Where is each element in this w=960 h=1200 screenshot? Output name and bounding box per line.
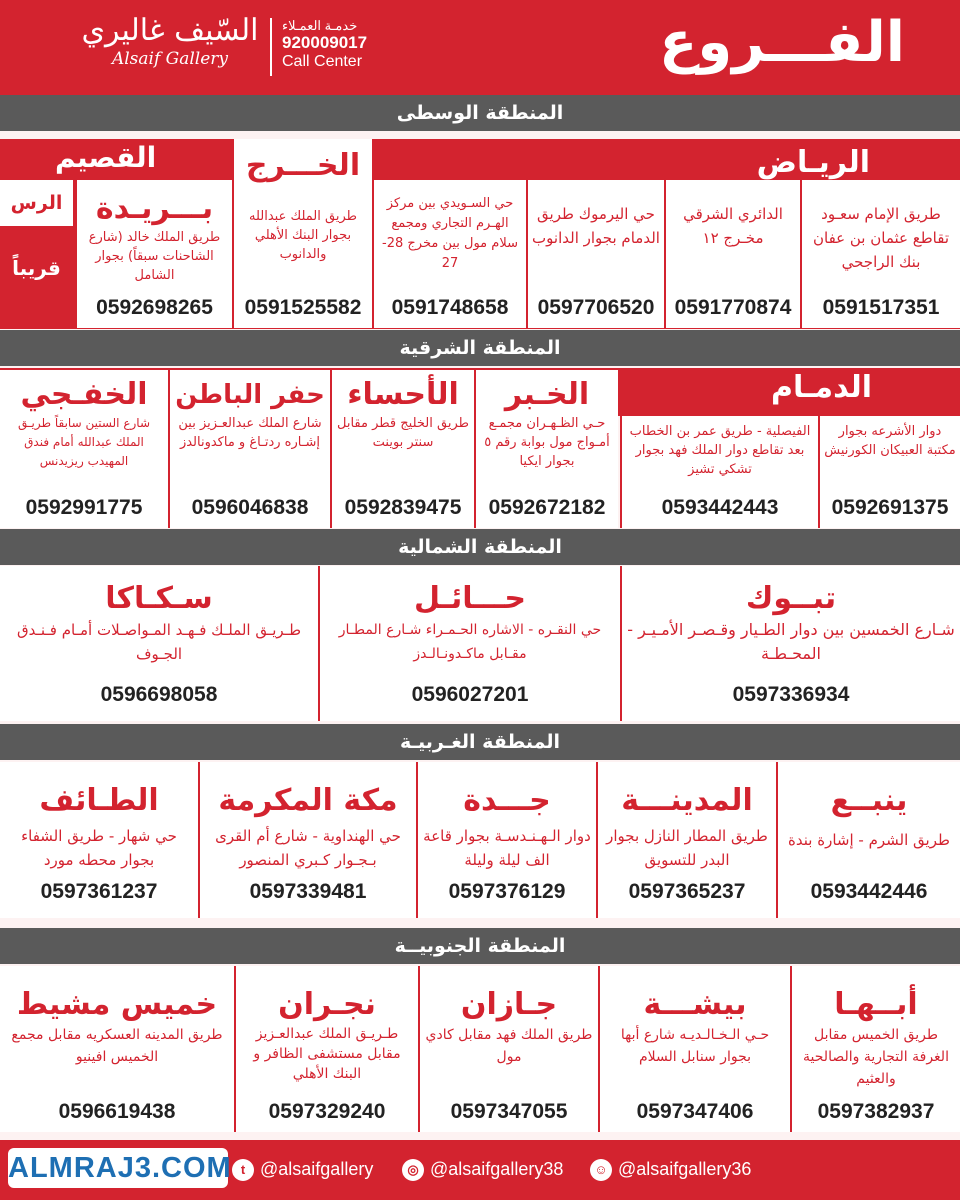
branch-address: طـريـق الملـك فـهـد المـواصـلات أمـام فـنـدق الجـوف xyxy=(16,621,302,663)
branch-hail xyxy=(318,566,620,721)
call-center-en: Call Center xyxy=(282,53,363,70)
section-title-southern: المنطقة الجنوبيــة xyxy=(0,928,960,964)
branch-city: بـــريـدة xyxy=(95,191,214,226)
branch-yanbu xyxy=(776,762,960,918)
logo-english: Alsaif Gallery xyxy=(111,49,229,69)
branch-address: الفيصلية - طريق عمر بن الخطاب بعد تقاطع دوار الملك فهد بجوار تشكي تشيز xyxy=(629,424,811,477)
branch-phone: 0597382937 xyxy=(817,1100,935,1123)
branch-phone: 0597365237 xyxy=(628,880,746,903)
branch-dammam-1 xyxy=(818,416,960,528)
branch-address: حي النقـره - الاشاره الحـمـراء شـارع المطـار مقـابل ماكـدونـالـدز xyxy=(338,622,602,662)
branch-city: المدينـــة xyxy=(621,783,753,818)
branch-jeddah xyxy=(416,762,596,918)
branch-phone: 0592698265 xyxy=(96,296,213,319)
branch-khobar xyxy=(474,370,618,528)
branch-address: طريق الإمام سعـود تقاطع عثمان بن عفان بنك الراجحي xyxy=(812,205,949,271)
branch-address: حي الهنداوية - شارع أم القرى بـجـوار كـبري المنصور xyxy=(215,827,401,869)
branch-phone: 0597347406 xyxy=(636,1100,754,1123)
branch-riyadh-1 xyxy=(800,180,960,328)
branch-address: دوار الـهـنـدسـة بجوار قاعة الف ليلة وليلة xyxy=(423,827,591,869)
branch-buraidah xyxy=(75,180,232,328)
branch-riyadh-2 xyxy=(664,180,800,328)
branch-bisha xyxy=(598,966,790,1132)
branch-city: الخفـجي xyxy=(20,377,148,412)
branch-sakaka xyxy=(0,566,318,721)
branch-phone: 0597706520 xyxy=(537,296,655,319)
branch-phone: 0597339481 xyxy=(249,880,367,903)
branch-tabuk xyxy=(620,566,960,721)
section-title-eastern: المنطقة الشرقية xyxy=(0,330,960,366)
branch-phone: 0591517351 xyxy=(822,296,940,319)
branch-ahsa xyxy=(330,370,474,528)
branch-city: أبــهـا xyxy=(834,987,918,1022)
branch-address: طريق الخميس مقابل الغرفة التجارية والصالحية والعثيم xyxy=(803,1027,949,1087)
branch-address: طريق الملك خالد (شارع الشاحنات سبقاً) بجوار الشامل xyxy=(88,230,221,283)
instagram-icon: ◎ xyxy=(402,1159,424,1181)
riyadh-title: الريـاض xyxy=(756,145,870,180)
page-title: الفـــروع xyxy=(659,10,905,75)
branch-address: حـي الـخـالـديـه شارع أبها بجوار سنابل السلام xyxy=(620,1027,770,1065)
branch-address: شـارع الخمسين بين دوار الطـيار وقـصـر الأمـيـر - المحـطـة xyxy=(627,620,955,663)
branch-city: حفر الباطن xyxy=(175,380,325,410)
branch-phone: 0592672182 xyxy=(488,496,606,519)
footer xyxy=(0,1140,960,1200)
branch-phone: 0597336934 xyxy=(732,683,850,706)
branch-city: ينبــع xyxy=(830,783,908,818)
branch-phone: 0597361237 xyxy=(40,880,158,903)
branch-phone: 0597376129 xyxy=(448,880,566,903)
branch-address: حـي الظـهـران مجمـع أمـواج مول بوابة رقم ٥ بجوار ايكيا xyxy=(484,416,610,469)
coming-soon-label: قريباً xyxy=(12,256,61,280)
branch-address: دوار الأشرعه بجوار مكتبة العبيكان الكورنيش xyxy=(824,424,956,458)
twitter-text: @alsaifgallery xyxy=(260,1159,374,1179)
branch-phone: 0591770874 xyxy=(674,296,792,319)
branch-hafr-albatin xyxy=(168,370,330,528)
branch-phone: 0592991775 xyxy=(25,496,143,519)
branch-kharj xyxy=(232,139,372,328)
branch-address: حي اليرموك طريق الدمام بجوار الدانوب xyxy=(532,205,660,247)
instagram-text: @alsaifgallery38 xyxy=(430,1159,564,1179)
snapchat-handle[interactable] xyxy=(590,1157,751,1181)
divider xyxy=(270,18,272,76)
branch-abha xyxy=(790,966,960,1132)
header xyxy=(0,0,960,95)
branch-city: الخـبر xyxy=(504,377,590,412)
dammam-title: الدمـام xyxy=(771,370,872,405)
branch-phone: 0591748658 xyxy=(391,296,509,319)
branch-dammam-2 xyxy=(620,416,818,528)
branch-madinah xyxy=(596,762,776,918)
section-title-western: المنطقة الغـربيـة xyxy=(0,724,960,760)
branch-phone: 0596698058 xyxy=(100,683,218,706)
branch-address: طريق الشرم - إشارة بندة xyxy=(788,831,950,849)
branch-address: طريق الملك فهد مقابل كادي مول xyxy=(425,1027,593,1065)
site-watermark[interactable]: ALMRAJ3.COM xyxy=(8,1148,228,1188)
branch-phone: 0593442443 xyxy=(661,496,779,519)
branch-address: حي السـويدي بين مركز الهـرم التجاري ومجمع سلام مول بين مخرج 28-27 xyxy=(382,196,518,271)
branch-rass: الرس xyxy=(0,180,73,226)
branch-city: بيشـــة xyxy=(643,987,747,1022)
branch-taif xyxy=(0,762,198,918)
branch-city: خميس مشيط xyxy=(16,987,218,1022)
branch-address: طريق المطار النازل بجوار البدر للتسويق xyxy=(606,827,768,869)
branch-city: تبــوك xyxy=(745,581,837,616)
branch-address: حي شهار - طريق الشفاء بجوار محطه مورد xyxy=(21,827,177,869)
instagram-handle[interactable] xyxy=(402,1157,563,1181)
branch-makkah xyxy=(198,762,416,918)
section-title-central: المنطقة الوسطى xyxy=(0,95,960,131)
branch-phone: 0597329240 xyxy=(268,1100,386,1123)
branch-city: حـــائـل xyxy=(414,581,526,616)
branch-city: مكة المكرمة xyxy=(218,783,398,818)
section-title-northern: المنطقة الشمالية xyxy=(0,529,960,565)
branch-riyadh-3 xyxy=(526,180,664,328)
branch-city: نجـران xyxy=(278,987,376,1022)
dammam-red-bar xyxy=(618,368,960,416)
branch-najran xyxy=(234,966,418,1132)
twitter-handle[interactable] xyxy=(232,1157,373,1181)
branch-phone: 0596619438 xyxy=(58,1100,176,1123)
branch-city: جـــدة xyxy=(463,783,551,818)
branch-city: الخـــرج xyxy=(245,148,361,183)
branch-address: طريق الخليج قطر مقابل سنتر بوينت xyxy=(337,416,469,450)
branch-riyadh-4 xyxy=(372,180,526,328)
logo-arabic: السّيف غاليري xyxy=(81,13,259,48)
branch-address: شارع الستين سابقاً طريـق الملك عبدالله أمام فندق المهيدب ريزيدنس xyxy=(18,416,150,468)
branch-address: شارع الملك عبدالعـزيز بين إشـاره ردتـاغ و ماكدونالدز xyxy=(178,416,322,450)
twitter-icon: t xyxy=(232,1159,254,1181)
branch-city: سـكـاكا xyxy=(105,581,213,616)
snapchat-icon: ☺ xyxy=(590,1159,612,1181)
branch-khamis-mushait xyxy=(0,966,234,1132)
branch-phone: 0593442446 xyxy=(810,880,928,903)
call-center-number: 920009017 xyxy=(282,33,368,52)
branch-phone: 0596027201 xyxy=(411,683,529,706)
branch-city: الأحساء xyxy=(347,377,459,412)
branch-phone: 0591525582 xyxy=(244,296,362,319)
branch-phone: 0592839475 xyxy=(344,496,462,519)
branch-phone: 0596046838 xyxy=(191,496,309,519)
branch-phone: 0597347055 xyxy=(450,1100,568,1123)
rass-soon-area xyxy=(0,226,73,326)
branch-phone: 0592691375 xyxy=(831,496,949,519)
call-center xyxy=(282,18,367,72)
branch-city: جـازان xyxy=(460,987,558,1022)
qassim-title: القصيم xyxy=(55,141,157,174)
branch-jazan xyxy=(418,966,598,1132)
brand-logo xyxy=(80,14,260,80)
branch-address: الدائري الشرقي مخـرج ١٢ xyxy=(683,205,783,247)
branch-city: الطـائف xyxy=(39,783,159,818)
snapchat-text: @alsaifgallery36 xyxy=(618,1159,752,1179)
branch-address: طريق المدينه العسكريه مقابل مجمع الخميس افينيو xyxy=(11,1027,223,1065)
branch-khafji xyxy=(0,370,168,528)
call-center-label: خدمـة العمـلاء xyxy=(282,18,358,33)
branch-address: طريق الملك عبدالله بجوار البنك الأهلي والدانوب xyxy=(249,209,357,262)
branch-address: طـريـق الملك عبدالعـزيز مقابل مستشفى الظافر و البنك الأهلي xyxy=(253,1026,401,1082)
